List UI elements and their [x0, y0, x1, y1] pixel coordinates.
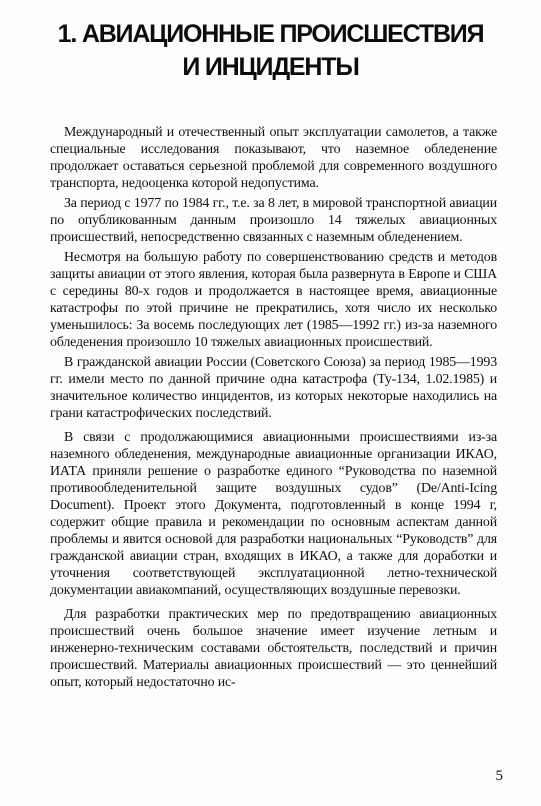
chapter-title-line-2: И ИНЦИДЕНТЫ [182, 53, 359, 81]
chapter-title-line-1: 1. АВИАЦИОННЫЕ ПРОИСШЕСТВИЯ [57, 20, 484, 48]
paragraph-3: Несмотря на большую работу по совершенствованию средств и методов защиты авиации от этого явления, которая была развернута в Европе и США с середины 80-х годов и продолжается в настоящее время, авиационные катастрофы по этой причине не прекратились, хотя число их несколько уменьшилось: За восемь последующих лет (1985—1992 гг.) из-за наземного обледенения произошло 10 тяжелых авиационных происшествий. [50, 250, 497, 350]
paragraph-1: Международный и отечественный опыт эксплуатации самолетов, а также специальные исследования показывают, что наземное обледенение продолжает оставаться серьезной проблемой для современного воздушного транспорта, недооценка которой недопустима. [50, 125, 497, 191]
paragraph-6: Для разработки практических мер по предотвращению авиационных происшествий очень большое значение имеет изучение летным и инженерно-техническим составами обстоятельств, последствий и причин происшествий. Материалы авиационных происшествий — это ценнейший опыт, который недостаточно ис- [50, 607, 497, 690]
chapter-title [30, 18, 511, 84]
page-number: 5 [495, 768, 503, 784]
paragraph-4: В гражданской авиации России (Советского Союза) за период 1985—1993 гг. имели место по данной причине одна катастрофа (Ту-134, 1.02.1985) и значительное количество инцидентов, из которых некоторые находились на грани катастрофических последствий. [50, 355, 497, 421]
paragraph-2: За период с 1977 по 1984 гг., т.е. за 8 лет, в мировой транспортной авиации по опубликованным данным произошло 14 тяжелых авиационных происшествий, непосредственно связанных с наземным обледенением. [50, 196, 497, 245]
body-text [50, 124, 497, 694]
paragraph-5: В связи с продолжающимися авиационными происшествиями из-за наземного обледенения, международные авиационные организации ИКАО, ИАТА приняли решение о разработке единого “Руководства по наземной противообледенительной защите воздушных судов” (De/Anti-Icing Document). Проект этого Документа, подготовленный в конце 1994 г, содержит общие правила и рекомендации по основным аспектам данной проблемы и явится основой для разработки национальных “Руководств” для гражданской авиации стран, входящих в ИКАО, а также для доработки и уточнения соответствующей эксплуатационной летно-технической документации авиакомпаний, осуществляющих воздушные перевозки. [50, 430, 497, 598]
